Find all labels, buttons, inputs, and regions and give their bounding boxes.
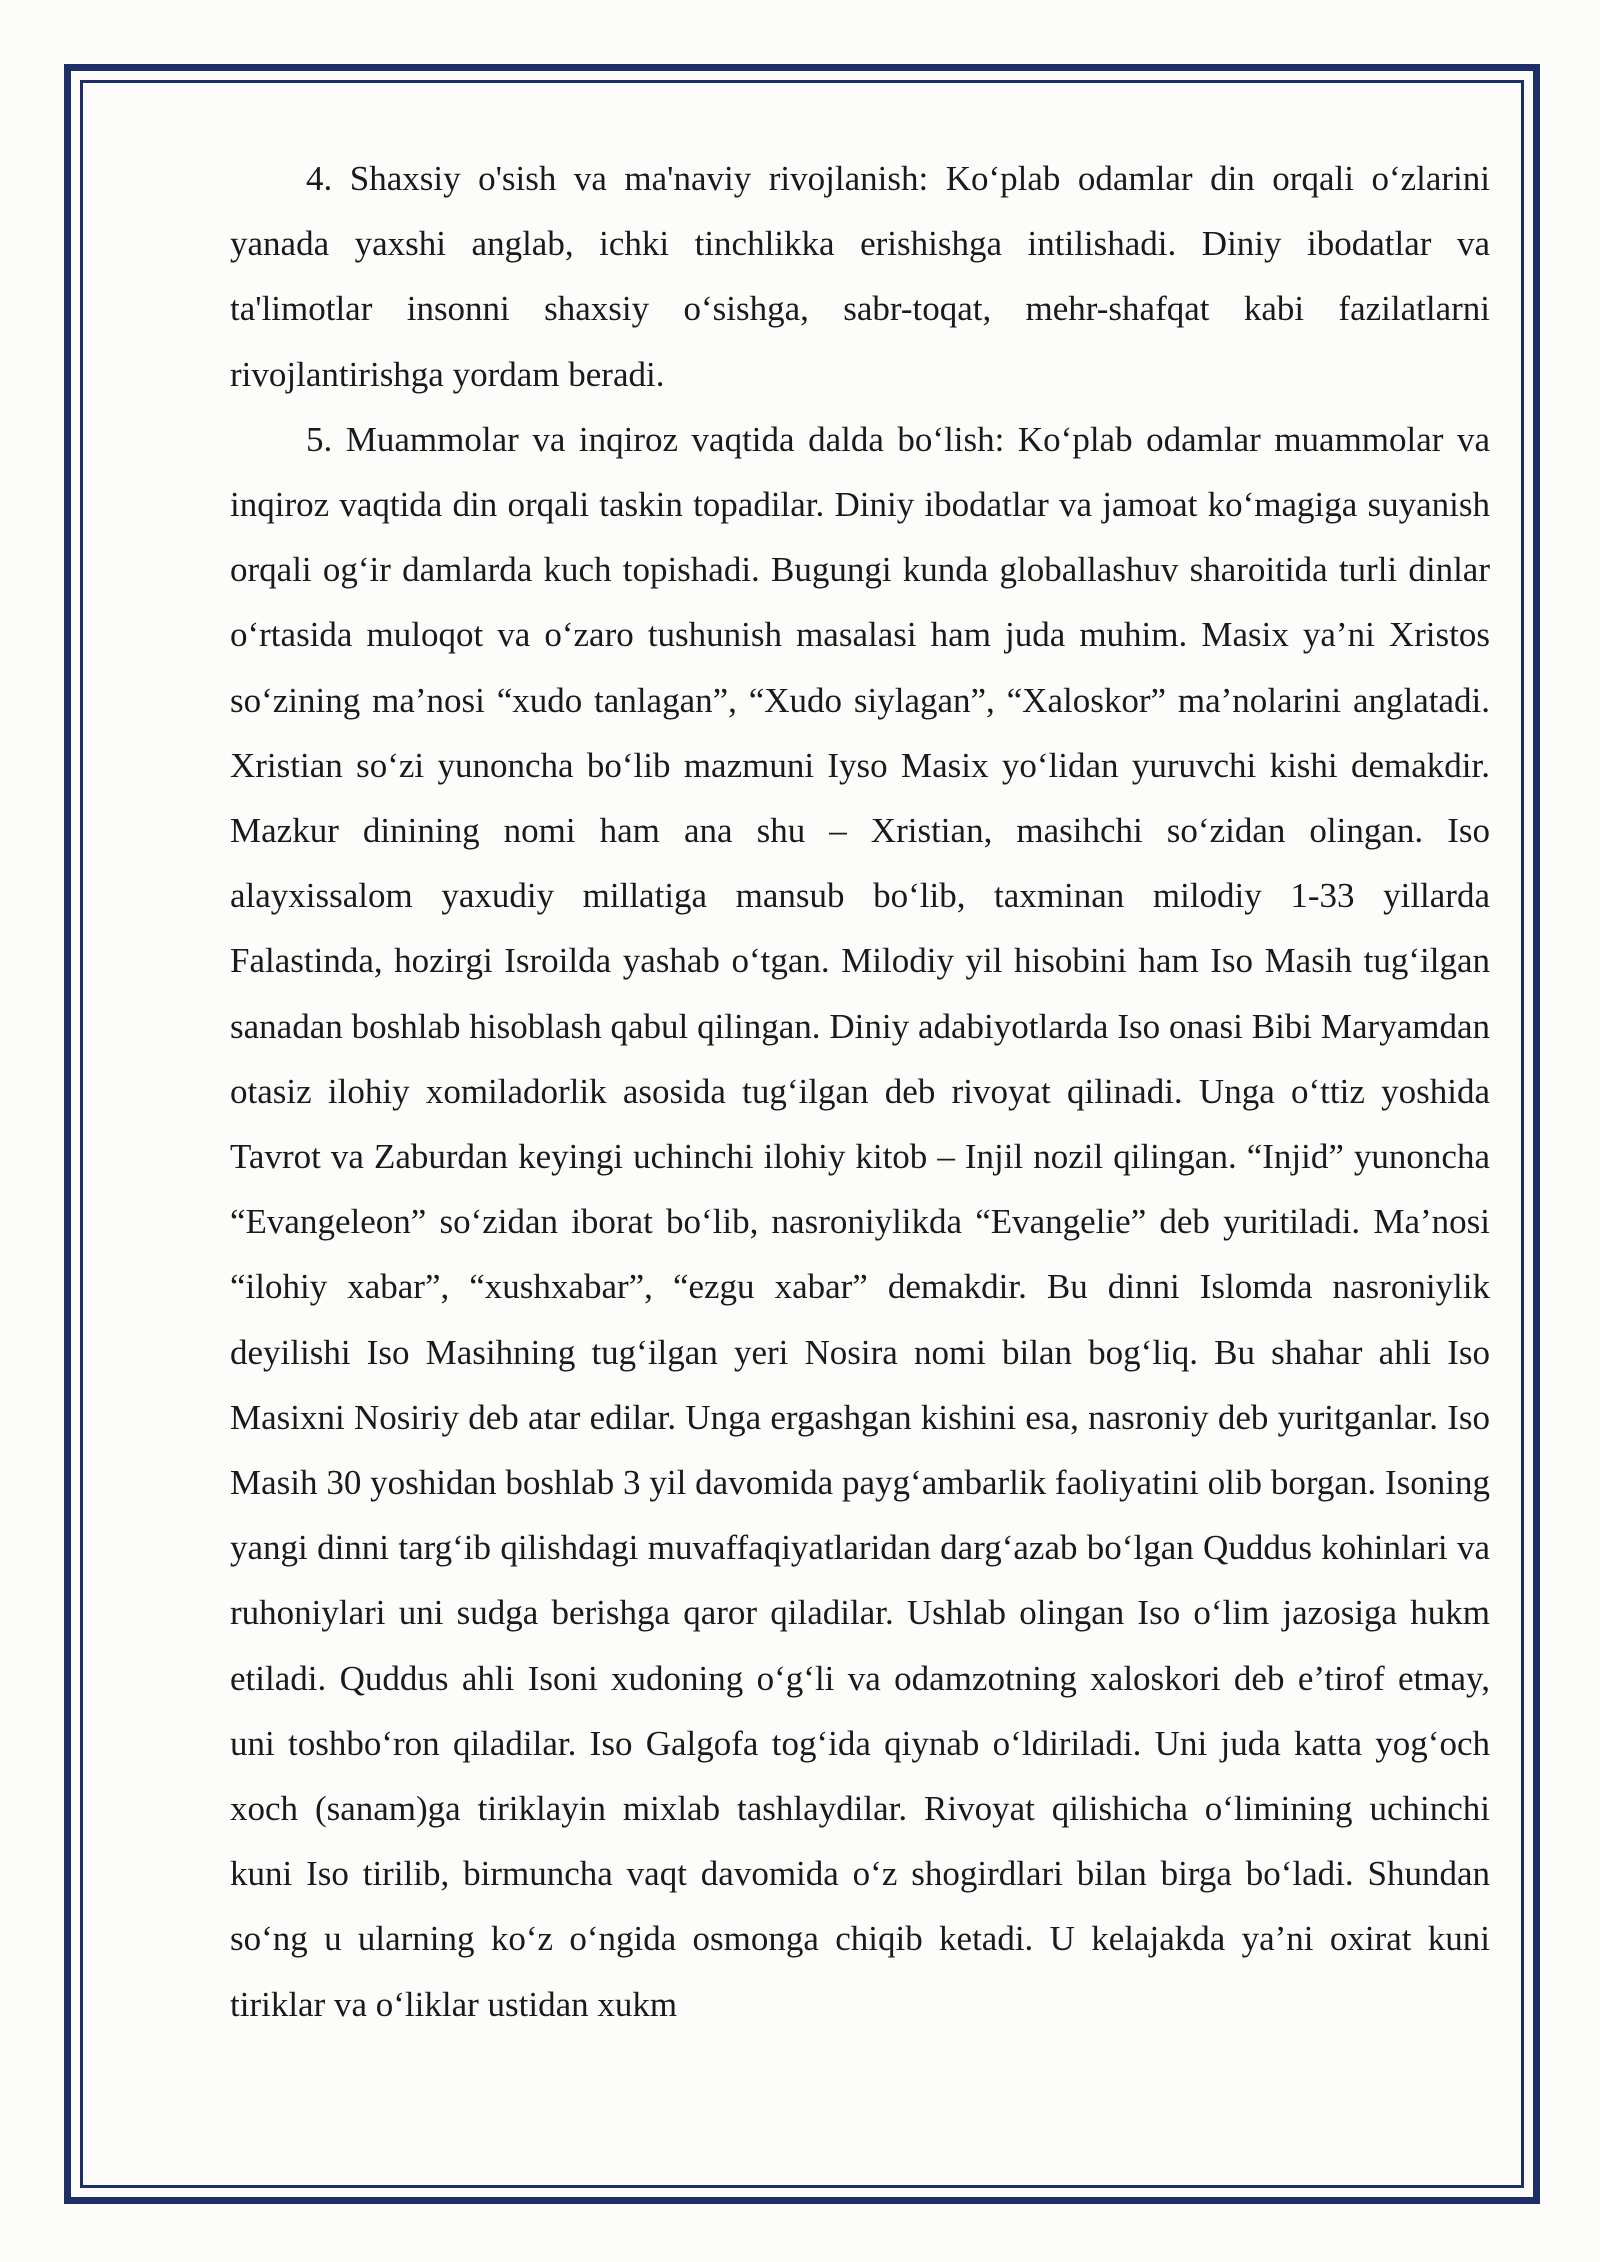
paragraph-crisis-support: 5. Muammolar va inqiroz vaqtida dalda bo‘lish: Ko‘plab odamlar muammolar va inqiroz vaqtida din orqali taskin topadilar. Diniy ibodatlar va jamoat ko‘magiga suyanish orqali og‘ir damlarda kuch topishadi. Bugungi kunda globallashuv sharoitida turli dinlar o‘rtasida muloqot va o‘zaro tushunish masalasi ham juda muhim. Masix ya’ni Xristos so‘zining ma’nosi “xudo tanlagan”, “Xudo siylagan”, “Xaloskor” ma’nolarini anglatadi. Xristian so‘zi yunoncha bo‘lib mazmuni Iyso Masix yo‘lidan yuruvchi kishi demakdir. Mazkur dinining nomi ham ana shu – Xristian, masihchi so‘zidan olingan. Iso alayxissalom yaxudiy millatiga mansub bo‘lib, taxminan milodiy 1-33 yillarda Falastinda, hozirgi Isroilda yashab o‘tgan. Milodiy yil hisobini ham Iso Masih tug‘ilgan sanadan boshlab hisoblash qabul qilingan. Diniy adabiyotlarda Iso onasi Bibi Maryamdan otasiz ilohiy xomiladorlik asosida tug‘ilgan deb rivoyat qilinadi. Unga o‘ttiz yoshida Tavrot va Zaburdan keyingi uchinchi ilohiy kitob – Injil nozil qilingan. “Injid” yunoncha “Evangeleon” so‘zidan iborat bo‘lib, nasroniylikda “Evangelie” deb yuritiladi. Ma’nosi “ilohiy xabar”, “xushxabar”, “ezgu xabar” demakdir. Bu dinni Islomda nasroniylik deyilishi Iso Masihning tug‘ilgan yeri Nosira nomi bilan bog‘liq. Bu shahar ahli Iso Masixni Nosiriy deb atar edilar. Unga ergashgan kishini esa, nasroniy deb yuritganlar. Iso Masih 30 yoshidan boshlab 3 yil davomida payg‘ambarlik faoliyatini olib borgan. Isoning yangi dinni targ‘ib qilishdagi muvaffaqiyatlaridan darg‘azab bo‘lgan Quddus kohinlari va ruhoniylari uni sudga berishga qaror qiladilar. Ushlab olingan Iso o‘lim jazosiga hukm etiladi. Quddus ahli Isoni xudoning o‘g‘li va odamzotning xaloskori deb e’tirof etmay, uni toshbo‘ron qiladilar. Iso Galgofa tog‘ida qiynab o‘ldiriladi. Uni juda katta yog‘och xoch (sanam)ga tiriklayin mixlab tashlaydilar. Rivoyat qilishicha o‘limining uchinchi kuni Iso tirilib, birmuncha vaqt davomida o‘z shogirdlari bilan birga bo‘ladi. Shundan so‘ng u ularning ko‘z o‘ngida osmonga chiqib ketadi. U kelajakda ya’ni oxirat kuni tiriklar va o‘liklar ustidan xukm — [230, 419, 1490, 2024]
paragraph-personal-growth: 4. Shaxsiy o'sish va ma'naviy rivojlanish: Ko‘plab odamlar din orqali o‘zlarini yanada yaxshi anglab, ichki tinchlikka erishishga intilishadi. Diniy ibodatlar va ta'limotlar insonni shaxsiy o‘sishga, sabr-toqat, mehr-shafqat kabi fazilatlarni rivojlantirishga yordam beradi. — [230, 159, 1490, 394]
document-body — [230, 146, 1490, 2037]
